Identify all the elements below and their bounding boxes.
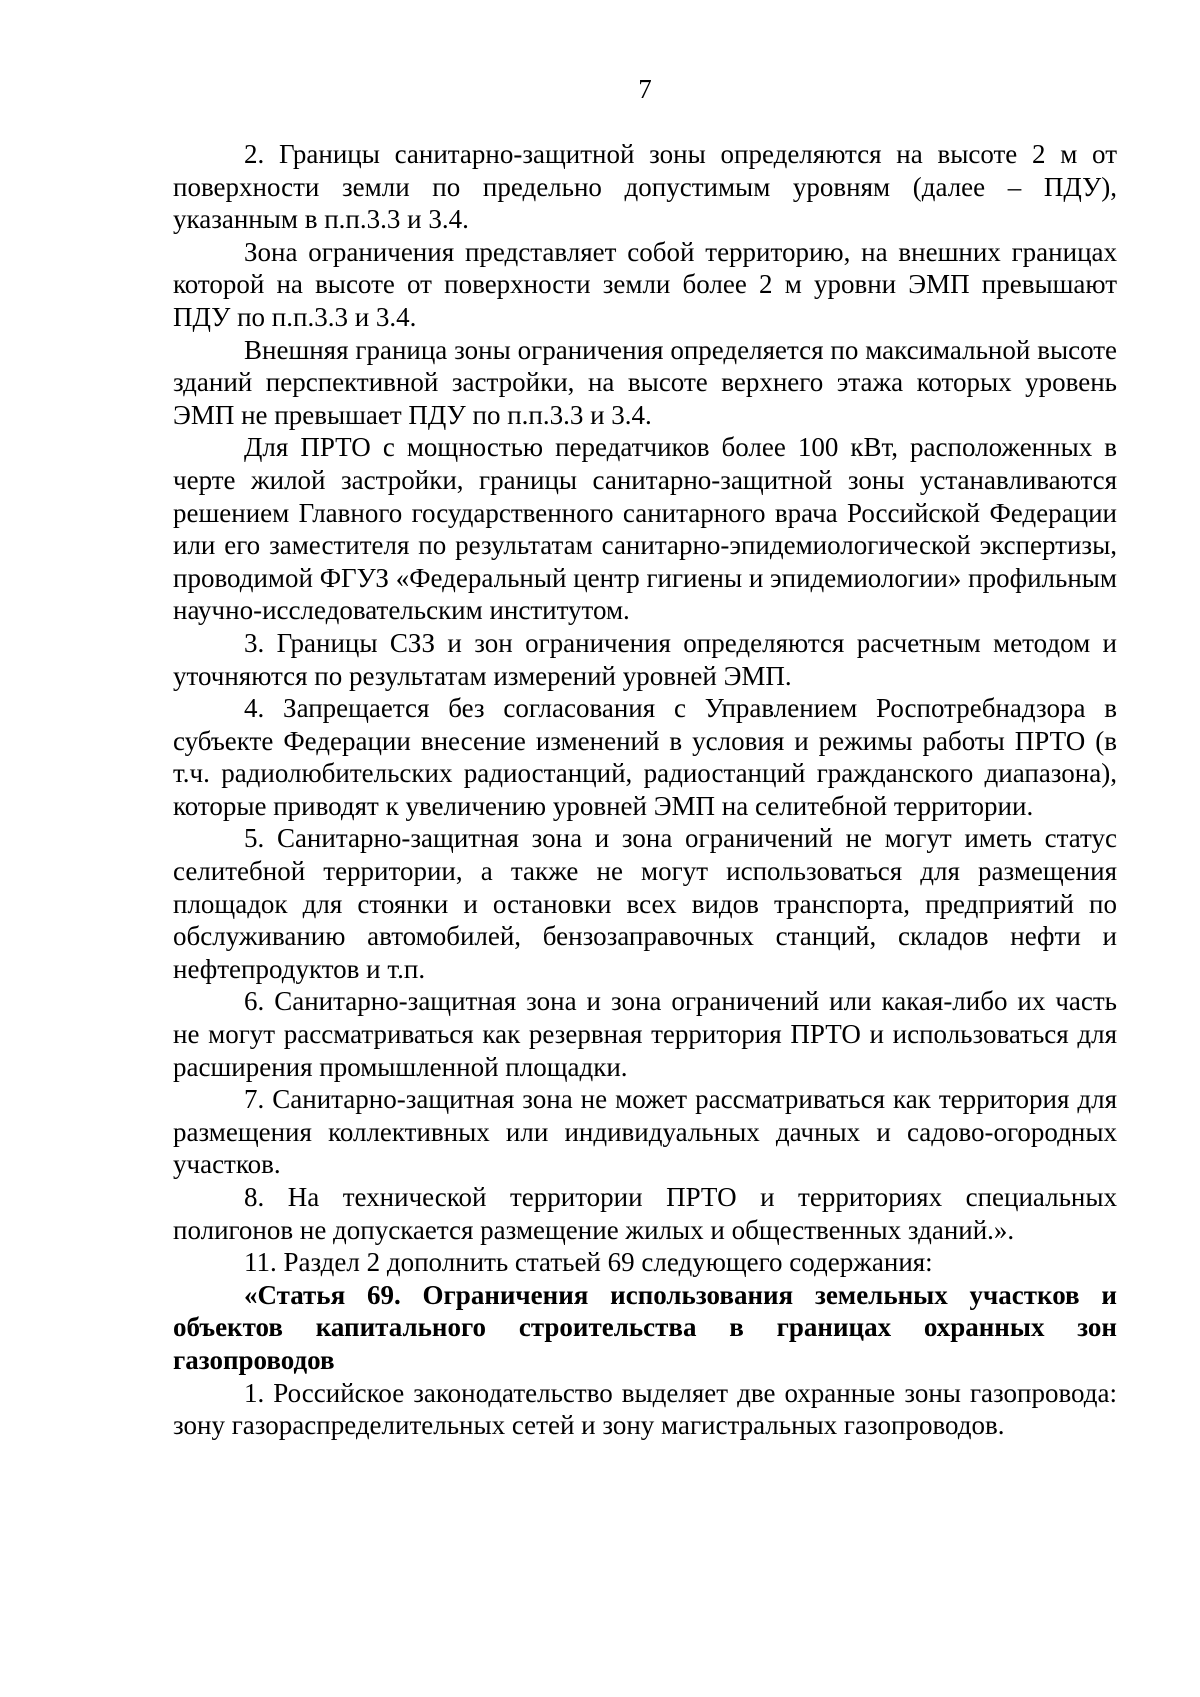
paragraph-restriction-zone: Зона ограничения представляет собой территорию, на внешних границах которой на высоте от поверхности земли более 2 м уровни ЭМП превышают ПДУ по п.п.3.3 и 3.4. (173, 236, 1117, 332)
paragraph-item-5-status: 5. Санитарно-защитная зона и зона ограничений не могут иметь статус селитебной территории, а также не могут использоваться для размещения площадок для стоянки и остановки всех видов транспорта, предприятий по обслуживанию автомобилей, бензозаправочных станций, складов нефти и нефтепродуктов и т.п. (173, 823, 1117, 984)
paragraph-item-3-calculation: 3. Границы СЗЗ и зон ограничения определяются расчетным методом и уточняются по результатам измерений уровней ЭМП. (173, 627, 1117, 691)
paragraph-item-11-section-2: 11. Раздел 2 дополнить статьей 69 следующего содержания: (244, 1247, 933, 1278)
article-69-heading: «Статья 69. Ограничения использования земельных участков и объектов капитального строительства в границах охранных зон газопроводов (173, 1279, 1117, 1375)
document-body (173, 138, 1117, 1442)
paragraph-item-2-szz-height: 2. Границы санитарно-защитной зоны определяются на высоте 2 м от поверхности земли по предельно допустимым уровням (далее – ПДУ), указанным в п.п.3.3 и 3.4. (173, 139, 1117, 235)
paragraph-prto-100kw: Для ПРТО с мощностью передатчиков более 100 кВт, расположенных в черте жилой застройки, границы санитарно-защитной зоны устанавливаются решением Главного государственного санитарного врача Российской Федерации или его заместителя по результатам санитарно-эпидемиологической экспертизы, проводимой ФГУЗ «Федеральный центр гигиены и эпидемиологии» профильным научно-исследовательским институтом. (173, 432, 1117, 626)
paragraph-article-69-item-1: 1. Российское законодательство выделяет две охранные зоны газопровода: зону газораспределительных сетей и зону магистральных газопроводов. (173, 1377, 1117, 1441)
paragraph-item-8-technical: 8. На технической территории ПРТО и территориях специальных полигонов не допускается размещение жилых и общественных зданий.». (173, 1182, 1117, 1245)
paragraph-restriction-outer-boundary: Внешняя граница зоны ограничения определяется по максимальной высоте зданий перспективной застройки, на высоте верхнего этажа которых уровень ЭМП не превышает ПДУ по п.п.3.3 и 3.4. (173, 334, 1117, 430)
page-number: 7 (638, 74, 652, 104)
paragraph-item-6-reserve: 6. Санитарно-защитная зона и зона ограничений или какая-либо их часть не могут рассматриваться как резервная территория ПРТО и использоваться для расширения промышленной площадки. (173, 986, 1117, 1082)
paragraph-item-7-dacha: 7. Санитарно-защитная зона не может рассматриваться как территория для размещения коллективных или индивидуальных дачных и садово-огородных участков. (173, 1084, 1117, 1180)
paragraph-item-4-prohibition: 4. Запрещается без согласования с Управлением Роспотребнадзора в субъекте Федерации внесение изменений в условия и режимы работы ПРТО (в т.ч. радиолюбительских радиостанций, радиостанций гражданского диапазона), которые приводят к увеличению уровней ЭМП на селитебной территории. (173, 693, 1117, 821)
